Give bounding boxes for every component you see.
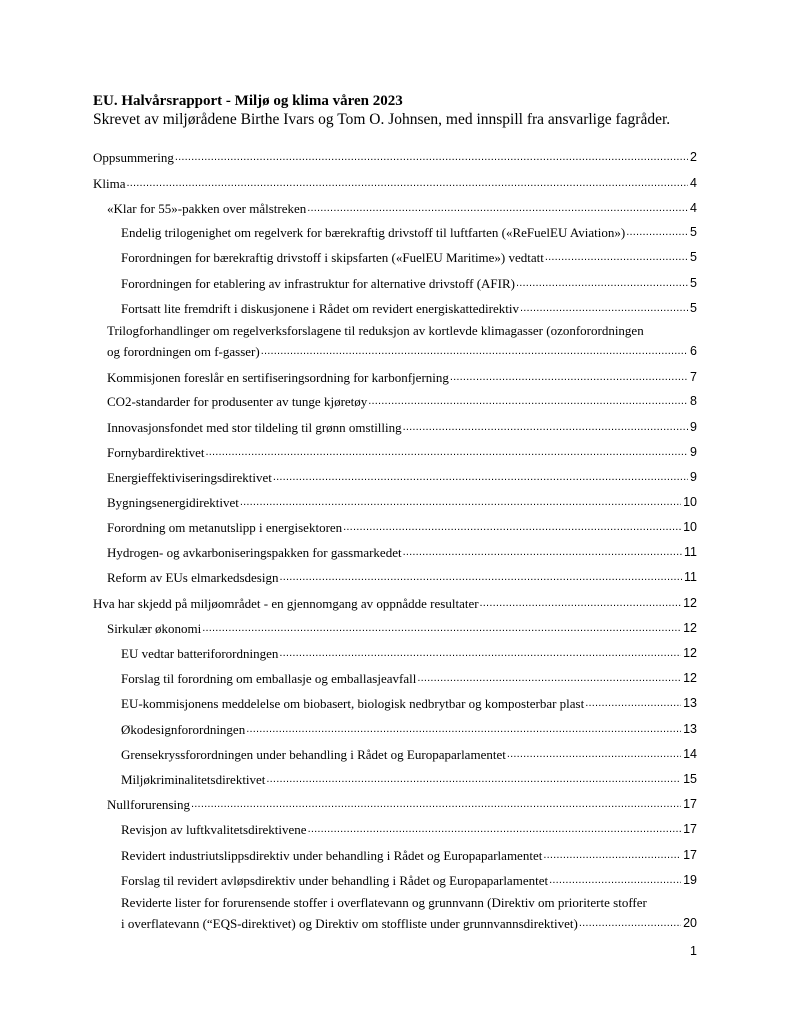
toc-entry-title: EU-kommisjonens meddelelse om biobasert, biologisk nedbrytbar og komposterbar plast bbox=[121, 696, 585, 711]
toc-entry-page: 17 bbox=[683, 797, 697, 811]
toc-entry-page: 7 bbox=[690, 370, 697, 384]
toc-entry-page: 12 bbox=[683, 646, 697, 660]
toc-entry-nullforurensing[interactable] bbox=[107, 795, 697, 812]
toc-entry-page: 5 bbox=[690, 225, 697, 239]
toc-entry-title: Fornybardirektivet bbox=[107, 445, 205, 460]
toc-entry-page: 6 bbox=[690, 344, 697, 358]
toc-entry-title: Klima bbox=[93, 176, 126, 191]
toc-entry-page: 9 bbox=[690, 470, 697, 484]
toc-entry-page: 9 bbox=[690, 445, 697, 459]
toc-entry-title: Bygningsenergidirektivet bbox=[107, 495, 239, 510]
toc-entry-page: 12 bbox=[683, 596, 697, 610]
toc-entry-energiskattedirektiv[interactable] bbox=[121, 299, 697, 316]
toc-entry-emballasje[interactable] bbox=[121, 669, 697, 686]
toc-entry-title: Nullforurensing bbox=[107, 797, 191, 812]
document-subtitle: Skrevet av miljørådene Birthe Ivars og Tom O. Johnsen, med innspill fra ansvarlige fagråder. bbox=[93, 111, 671, 128]
toc-entry-innovasjonsfondet[interactable] bbox=[107, 418, 697, 435]
toc-entry-klima[interactable] bbox=[93, 174, 697, 191]
toc-entry-page: 13 bbox=[683, 696, 697, 710]
toc-entry-title: Sirkulær økonomi bbox=[107, 621, 202, 636]
toc-entry-grensekryss[interactable] bbox=[121, 745, 697, 762]
toc-entry-metanutslipp[interactable] bbox=[107, 518, 697, 535]
toc-entry-page: 17 bbox=[683, 848, 697, 862]
toc-entry-page: 15 bbox=[683, 772, 697, 786]
toc-entry-title: EU vedtar batteriforordningen bbox=[121, 646, 279, 661]
toc-entry-title: «Klar for 55»-pakken over målstreken bbox=[107, 201, 307, 216]
toc-entry-title-line1: Trilogforhandlinger om regelverksforslagene til reduksjon av kortlevde klimagasser (ozonforordningen bbox=[107, 323, 644, 338]
toc-entry-page: 4 bbox=[690, 176, 697, 190]
toc-entry-title: Endelig trilogenighet om regelverk for bærekraftig drivstoff til luftfarten («ReFuelEU Aviation») bbox=[121, 225, 626, 240]
toc-entry-page: 20 bbox=[683, 916, 697, 930]
toc-entry-co2-standarder[interactable] bbox=[107, 392, 697, 409]
toc-entry-page: 12 bbox=[683, 621, 697, 635]
toc-entry-title: Oppsummering bbox=[93, 150, 174, 165]
document-title: EU. Halvårsrapport - Miljø og klima våren 2023 bbox=[93, 93, 403, 109]
toc-entry-title: CO2-standarder for produsenter av tunge kjøretøy bbox=[107, 394, 368, 409]
toc-entry-title-line2: i overflatevann (“EQS-direktivet) og Direktiv om stoffliste under grunnvannsdirektivet) bbox=[121, 916, 578, 931]
toc-entry-title: Forordning om metanutslipp i energisektoren bbox=[107, 520, 343, 535]
toc-entry-title: Revisjon av luftkvalitetsdirektivene bbox=[121, 822, 307, 837]
toc-entry-industriutslipp[interactable] bbox=[121, 846, 697, 863]
toc-entry-page: 5 bbox=[690, 276, 697, 290]
toc-entry-page: 17 bbox=[683, 822, 697, 836]
toc-entry-fornybardirektivet[interactable] bbox=[107, 443, 697, 460]
toc-entry-page: 14 bbox=[683, 747, 697, 761]
page-number: 1 bbox=[690, 944, 697, 958]
toc-entry-title-line1: Reviderte lister for forurensende stoffer i overflatevann og grunnvann (Direktiv om prioriterte stoffer bbox=[121, 895, 647, 910]
toc-entry-title-line2: og forordningen om f-gasser) bbox=[107, 344, 260, 359]
toc-entry-page: 5 bbox=[690, 250, 697, 264]
toc-entry-elmarkedsdesign[interactable] bbox=[107, 568, 697, 585]
toc-entry-page: 13 bbox=[683, 722, 697, 736]
toc-entry-forurensende-stoffer[interactable] bbox=[121, 895, 697, 931]
toc-entry-afir[interactable] bbox=[121, 274, 697, 291]
toc-entry-miljoomradet[interactable] bbox=[93, 594, 697, 611]
toc-entry-miljokriminalitet[interactable] bbox=[121, 770, 697, 787]
toc-entry-page: 11 bbox=[684, 545, 697, 559]
toc-entry-title: Forordningen for bærekraftig drivstoff i skipsfarten («FuelEU Maritime») vedtatt bbox=[121, 250, 544, 265]
toc-entry-page: 12 bbox=[683, 671, 697, 685]
toc-entry-title: Forslag til revidert avløpsdirektiv under behandling i Rådet og Europaparlamentet bbox=[121, 873, 549, 888]
toc-entry-luftkvalitet[interactable] bbox=[121, 820, 697, 837]
toc-entry-oppsummering[interactable] bbox=[93, 148, 697, 165]
toc-entry-title: Forordningen for etablering av infrastruktur for alternative drivstoff (AFIR) bbox=[121, 276, 515, 291]
toc-entry-title: Kommisjonen foreslår en sertifiseringsordning for karbonfjerning bbox=[107, 370, 449, 385]
toc-entry-avlopsdirektiv[interactable] bbox=[121, 871, 697, 888]
toc-entry-page: 4 bbox=[690, 201, 697, 215]
toc-entry-page: 8 bbox=[690, 394, 697, 408]
toc-entry-title: Hva har skjedd på miljøområdet - en gjennomgang av oppnådde resultater bbox=[93, 596, 479, 611]
toc-entry-title: Fortsatt lite fremdrift i diskusjonene i Rådet om revidert energiskattedirektiv bbox=[121, 301, 519, 316]
toc-entry-title: Økodesignforordningen bbox=[121, 722, 246, 737]
toc-entry-title: Revidert industriutslippsdirektiv under behandling i Rådet og Europaparlamentet bbox=[121, 848, 543, 863]
toc-entry-title: Energieffektiviseringsdirektivet bbox=[107, 470, 272, 485]
toc-entry-page: 11 bbox=[684, 570, 697, 584]
toc-entry-page: 5 bbox=[690, 301, 697, 315]
toc-entry-title: Grensekryssforordningen under behandling i Rådet og Europaparlamentet bbox=[121, 747, 506, 762]
toc-entry-title: Reform av EUs elmarkedsdesign bbox=[107, 570, 279, 585]
toc-entry-page: 9 bbox=[690, 420, 697, 434]
toc-entry-bygningsenergidirektivet[interactable] bbox=[107, 493, 697, 510]
toc-entry-batteriforordningen[interactable] bbox=[121, 644, 697, 661]
toc-entry-title: Hydrogen- og avkarboniseringspakken for gassmarkedet bbox=[107, 545, 402, 560]
toc-entry-okodesign[interactable] bbox=[121, 720, 697, 737]
toc-entry-page: 10 bbox=[683, 520, 697, 534]
toc-entry-title: Innovasjonsfondet med stor tildeling til grønn omstilling bbox=[107, 420, 402, 435]
toc-entry-biobasert-plast[interactable] bbox=[121, 694, 697, 711]
toc-entry-page: 19 bbox=[683, 873, 697, 887]
toc-entry-refueleu-aviation[interactable] bbox=[121, 223, 697, 240]
toc-entry-sirkulaer-okonomi[interactable] bbox=[107, 619, 697, 636]
toc-entry-title: Forslag til forordning om emballasje og emballasjeavfall bbox=[121, 671, 417, 686]
toc-entry-trilogforhandlinger[interactable] bbox=[107, 323, 697, 359]
toc-entry-title: Miljøkriminalitetsdirektivet bbox=[121, 772, 266, 787]
toc-entry-energieffektivisering[interactable] bbox=[107, 468, 697, 485]
toc-entry-karbonfjerning[interactable] bbox=[107, 368, 697, 385]
toc-entry-page: 2 bbox=[690, 150, 697, 164]
toc-entry-hydrogen-gassmarkedet[interactable] bbox=[107, 543, 697, 560]
toc-entry-page: 10 bbox=[683, 495, 697, 509]
toc-entry-fueleu-maritime[interactable] bbox=[121, 248, 697, 265]
toc-entry-klar-for-55[interactable] bbox=[107, 199, 697, 216]
